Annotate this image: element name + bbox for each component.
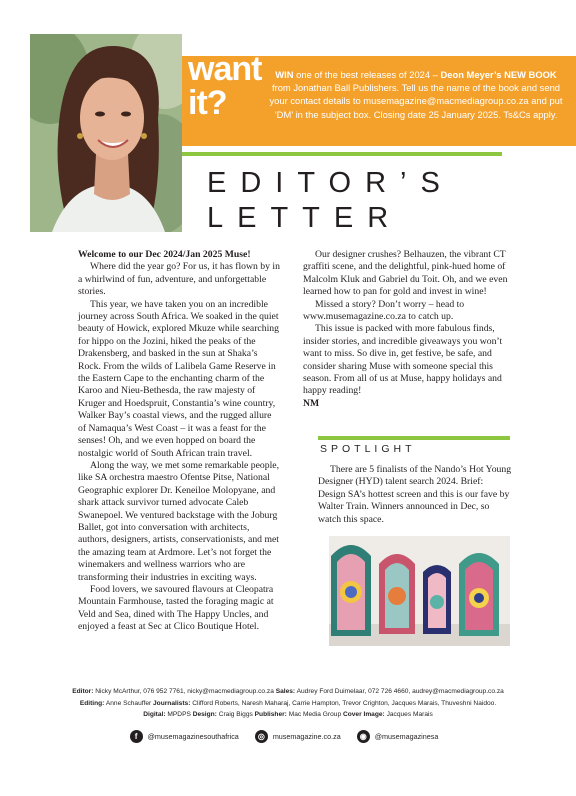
- paragraph: Food lovers, we savoured flavours at Cleopatra Mountain Farmhouse, tasted the foraging magic at Veld and Sea, dined with The Happy Uncles, and enjoyed a feast at Sec at Clico Boutique Hotel.: [78, 583, 274, 633]
- paragraph: Missed a story? Don’t worry – head to: [315, 298, 465, 310]
- want-it-heading: want it?: [188, 50, 262, 122]
- credits-line: Editor: Nicky McArthur, 076 952 7761, nicky@macmediagroup.co.za Sales: Audrey Ford Duimelaar, 072 726 4660, audrey@macmediagroup.co.za: [72, 688, 504, 695]
- editor-portrait: [30, 34, 182, 232]
- editor-letter-left-column: [78, 249, 281, 634]
- giveaway-text: WIN one of the best releases of 2024 – Deon Meyer’s NEW BOOK from Jonathan Ball Publishers. Tell us the name of the book and send your contact details to musemagazine@macmediagroup.co.za and put ‘DM’ in the subject box. Closing date 25 January 2025. Ts&Cs apply.: [269, 69, 563, 120]
- editor-signature: NM: [303, 397, 320, 409]
- website-link-text[interactable]: www.musemagazine.co.za to catch up.: [303, 311, 454, 323]
- title-rule: [182, 152, 502, 156]
- globe-icon: ◎: [255, 730, 268, 743]
- editor-letter-right-column: [303, 249, 510, 410]
- spotlight-text: There are 5 finalists of the Nando’s Hot Young Designer (HYD) talent search 2024. Brief: Design SA’s hottest screen and this is our fave by Walter Train. Winners announced in Dec, so watch this space.: [318, 464, 512, 525]
- spotlight-screen-image: [329, 536, 510, 646]
- paragraph: This issue is packed with more fabulous finds, insider stories, and incredible giveaways you won’t want to miss. So dive in, get festive, be safe, and consider sharing Muse with someone special this season. From all of us at Muse, happy holidays and happy reading!: [303, 323, 503, 397]
- paragraph: Along the way, we met some remarkable people, like SA orchestra maestro Ofentse Pitse, National Geographic explorer Dr. Keneiloe Molopyane, and shark attack survivor turned advocate Caleb Swanepoel. We ventured backstage with the Joburg Ballet, got into conversation with architects, authors, designers, artists, conservationists, and met the amazing team at Ardmore. Let’s not forget the winemakers and wellness warriors who are transforming their industries in exciting ways.: [78, 459, 280, 583]
- instagram-icon: ◉: [357, 730, 370, 743]
- instagram-link[interactable]: ◉ @musemagazinesa: [357, 730, 439, 743]
- credits-line: Editing: Anne Schauffer Journalists: Clifford Roberts, Naresh Maharaj, Carrie Hampton, Trevor Crighton, Jacques Marais, Thuveshni Naidoo.: [79, 699, 497, 707]
- page-title: EDITOR’S LETTER: [207, 167, 454, 234]
- social-links: [0, 730, 576, 743]
- welcome-heading: Welcome to our Dec 2024/Jan 2025 Muse!: [78, 249, 251, 260]
- giveaway-banner: [182, 50, 576, 146]
- facebook-icon: f: [130, 730, 143, 743]
- paragraph: This year, we have taken you on an incredible journey across South Africa. We soaked in the quiet beauty of Howick, explored Mkuze while searching for hippo on the Jozini, hiked the peaks of the Drakensberg, and basked in the sun at Shaka’s Rock. From the wilds of Lalibela Game Reserve in the Eastern Cape to the enchanting charm of the Karoo and Nieu-Bethesda, the raw majesty of Kruger and Hoedspruit, Constantia’s wine country, Walker Bay’s coastal views, and the rugged allure of Namaqua’s West Coast – it was a feast for the senses! Oh, and we even hopped on board the nostalgic world of South African train travel.: [78, 298, 279, 459]
- facebook-link[interactable]: f @musemagazinesouthafrica: [130, 730, 239, 743]
- paragraph: Where did the year go? For us, it has flown by in a whirlwind of fun, adventure, and unforgettable stories.: [78, 261, 280, 298]
- paragraph: Our designer crushes? Belhauzen, the vibrant CT graffiti scene, and the delightful, pink-hued home of Malcolm Kluk and Gabriel du Toit. Oh, and we even learned how to pan for gold and invest in wine!: [303, 249, 508, 298]
- spotlight-rule: [318, 436, 510, 440]
- website-link[interactable]: ◎ musemagazine.co.za: [255, 730, 341, 743]
- spotlight-heading: SPOTLIGHT: [320, 443, 416, 455]
- masthead-credits: [0, 686, 576, 721]
- credits-line: Digital: MPDPS Design: Craig Biggs Publisher: Mac Media Group Cover Image: Jacques Marais: [143, 711, 433, 719]
